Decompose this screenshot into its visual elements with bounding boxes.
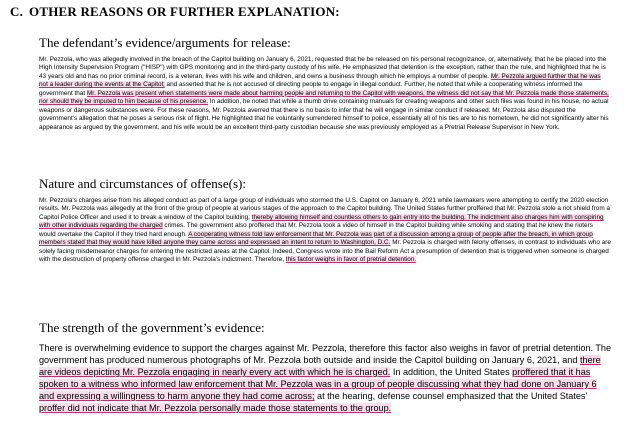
highlighted-text: this factor weighs in favor of pretrial detention.: [285, 256, 417, 264]
text-segment: Mr. Pezzola, who was allegedly involved in the breach of the Capitol building on January 6, 2021, requested that he be released on his personal recognizance, or, alternatively, that he be placed into the High Intensity Supervision Program ("HISP") with GPS monitoring and in the third-party custody of his wife. He emphasized that detention is the exception, rather than the rule, and highlighted that he is 43 years old and has no prior criminal record, is a veteran, lives with his wife and children, and owns a business through which he employs a number of people.: [39, 56, 607, 80]
text-segment: In addition, he noted that while a thumb drive containing manuals for creating weapons and other such files was found in his house, no actual weapons or dangerous substances were. For these reasons, Mr. Pezzola averred that there is no basis to infer that he will engage in similar conduct if released. Mr. Pezzola also disputed the government's allegation that he poses a serious risk of flight. He highlighted that he voluntarily surrendered himself to police, essentially all of his ties are to his hometown, he did not significantly alter his appearance as argued by the government, and his wife would be an excellent third-party custodian because she was previously employed as a Pretrial Release Supervisor in New York.: [39, 98, 609, 131]
highlighted-text: there are videos depicting Mr. Pezzola engaging in nearly every act with which he is charged.: [39, 355, 601, 377]
defendant-evidence-paragraph: [39, 56, 611, 132]
text-segment: at the hearing, defense counsel emphasized that the United States': [314, 391, 588, 401]
section-title: OTHER REASONS OR FURTHER EXPLANATION:: [29, 4, 340, 19]
section-heading: [10, 4, 340, 20]
text-segment: There is overwhelming evidence to support the charges against Mr. Pezzola, therefore this factor also weighs in favor of pretrial detention. The government has produced numerous photographs of Mr. Pezzola both outside and inside the Capitol building on January 6, 2021, and: [39, 343, 612, 365]
highlighted-text: A cooperating witness told law enforcement that Mr. Pezzola was part of a discussion among a group of people after the breach, in which group members stated that they would have killed anyone they came across and expressed an intent to return to Washington, D.C.: [39, 230, 593, 247]
section-number: C.: [10, 4, 24, 19]
strength-evidence-paragraph: [39, 342, 613, 414]
text-segment: and asserted that he is not accused of directing people to engage in illegal conduct. Further, he noted that while a cooperating witness informed the government that: [39, 81, 583, 97]
highlighted-text: proffer did not indicate that Mr. Pezzola personally made those statements to the group.: [39, 403, 392, 413]
highlighted-text: thereby allowing himself and countless others to gain entry into the building. The indictment also charges him with conspiring with other individuals regarding the charged: [39, 213, 604, 230]
highlighted-text: Mr. Pezzola argued further that he was not a leader during the events at the Capitol;: [39, 72, 601, 89]
strength-evidence-heading: The strength of the government’s evidence:: [39, 320, 265, 335]
highlighted-text: Mr. Pezzola was present when statements were made about harming people and returning to the Capitol with weapons, the witness did not say that Mr. Pezzola made those statements, nor should they be imputed to him because of his presence.: [39, 89, 609, 106]
text-segment: crimes. The government also proffered that Mr. Pezzola took a video of himself in the Capitol building while smoking and stating that he knew the rioters would overtake the Capitol if they tried hard enough.: [39, 222, 593, 238]
text-segment: Mr. Pezzola's charges arise from his alleged conduct as part of a large group of individuals who stormed the U.S. Capitol on January 6, 2021 while lawmakers were attempting to certify the 2020 election results. Mr. Pezzola was allegedly at the front of the group of people at various stages of the approach to the Capitol building. The United States further proffered that Mr. Pezzola stole a riot shield from a Capitol Police Officer and used it to break a window of the Capitol building,: [39, 197, 610, 221]
nature-circumstances-heading: Nature and circumstances of offense(s):: [39, 176, 246, 191]
text-segment: In addition, the United States: [390, 367, 513, 377]
text-segment: Mr. Pezzola is charged with felony offenses, in contrast to individuals who are solely facing misdemeanor charges for entering the restricted areas at the Capitol. Indeed, Congress wrote into the Bail Reform Act a presumption of detention that is triggered when someone is charged with the destruction of property offense charged in Mr. Pezzola's indictment. Therefore,: [39, 239, 611, 264]
defendant-evidence-heading: The defendant’s evidence/arguments for release:: [39, 35, 291, 50]
nature-circumstances-paragraph: [39, 197, 611, 265]
highlighted-text: proffered that it has spoken to a witness who informed law enforcement that Mr. Pezzola was in a group of people discussing what they had done on January 6 and expressing a willingness to harm anyone they had come across;: [39, 367, 597, 401]
